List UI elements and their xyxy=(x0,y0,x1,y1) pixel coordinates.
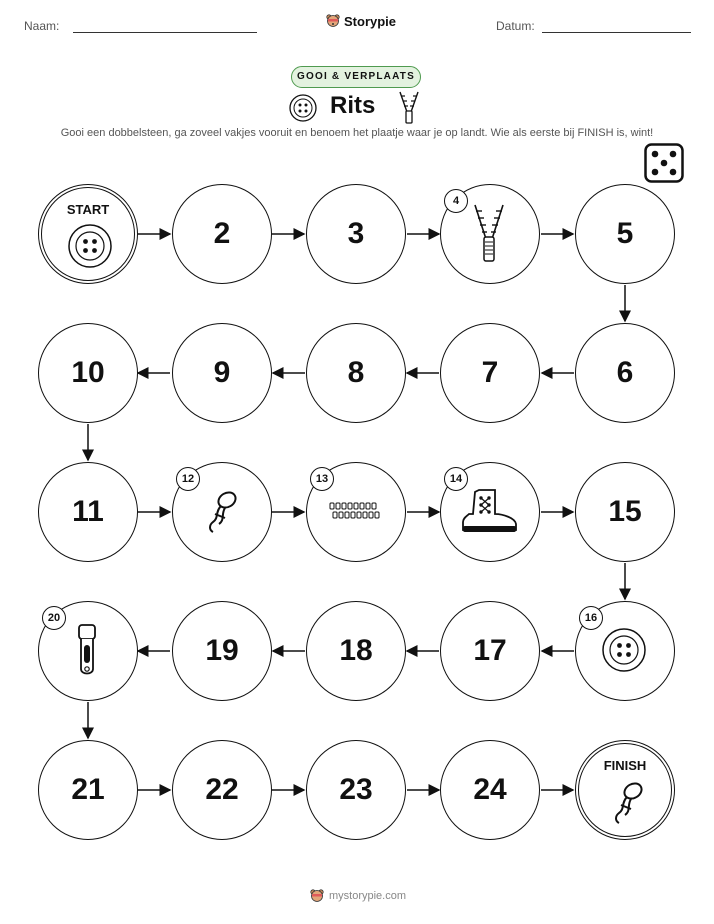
space-number-badge: 16 xyxy=(579,606,603,630)
board-space-7[interactable] xyxy=(440,323,540,423)
board-space-15[interactable] xyxy=(575,462,675,562)
space-number: 7 xyxy=(481,356,499,389)
space-number-badge: 20 xyxy=(42,606,66,630)
board-space-18[interactable] xyxy=(306,601,406,701)
board-space-5[interactable] xyxy=(575,184,675,284)
date-label: Datum: xyxy=(496,19,535,33)
space-number: 8 xyxy=(347,356,365,389)
space-number: 3 xyxy=(347,217,365,250)
space-number: 21 xyxy=(71,773,105,806)
brand-name: Storypie xyxy=(344,13,397,29)
start-label: START xyxy=(66,202,110,217)
board-space-6[interactable] xyxy=(575,323,675,423)
space-number: 11 xyxy=(72,495,104,528)
board-space-24[interactable] xyxy=(440,740,540,840)
board-space-19[interactable] xyxy=(172,601,272,701)
space-number: 9 xyxy=(213,356,231,389)
space-number: 17 xyxy=(473,634,507,667)
footer-url: mystorypie.com xyxy=(329,890,407,902)
board-space-11[interactable] xyxy=(38,462,138,562)
board-space-2[interactable] xyxy=(172,184,272,284)
space-number-badge: 14 xyxy=(444,467,468,491)
bear-icon xyxy=(310,888,324,904)
board-space-23[interactable] xyxy=(306,740,406,840)
page-title: Rits xyxy=(330,92,376,119)
space-number-badge: 13 xyxy=(310,467,334,491)
space-number: 2 xyxy=(213,217,231,250)
space-number: 10 xyxy=(71,356,105,389)
start-space[interactable] xyxy=(38,184,138,284)
name-label: Naam: xyxy=(24,19,60,33)
footer xyxy=(310,888,406,904)
finish-space[interactable] xyxy=(575,740,675,840)
space-number: 18 xyxy=(339,634,373,667)
game-type-badge: GOOI & VERPLAATS xyxy=(291,66,421,88)
board-space-3[interactable] xyxy=(306,184,406,284)
instructions: Gooi een dobbelsteen, ga zoveel vakjes vooruit en benoem het plaatje waar je op landt. Wie als eerste bij FINISH is, wint! xyxy=(60,127,654,139)
board-space-17[interactable] xyxy=(440,601,540,701)
board-space-21[interactable] xyxy=(38,740,138,840)
space-number: 23 xyxy=(339,773,373,806)
space-number: 24 xyxy=(473,773,507,806)
space-number: 22 xyxy=(205,773,239,806)
space-number-badge: 4 xyxy=(444,189,468,213)
board-space-10[interactable] xyxy=(38,323,138,423)
space-number: 19 xyxy=(205,634,239,667)
board-space-9[interactable] xyxy=(172,323,272,423)
space-number: 6 xyxy=(616,356,634,389)
finish-label: FINISH xyxy=(603,758,647,773)
space-number: 5 xyxy=(616,217,634,250)
board-space-22[interactable] xyxy=(172,740,272,840)
board-space-8[interactable] xyxy=(306,323,406,423)
space-number-badge: 12 xyxy=(176,467,200,491)
space-number: 15 xyxy=(608,495,642,528)
